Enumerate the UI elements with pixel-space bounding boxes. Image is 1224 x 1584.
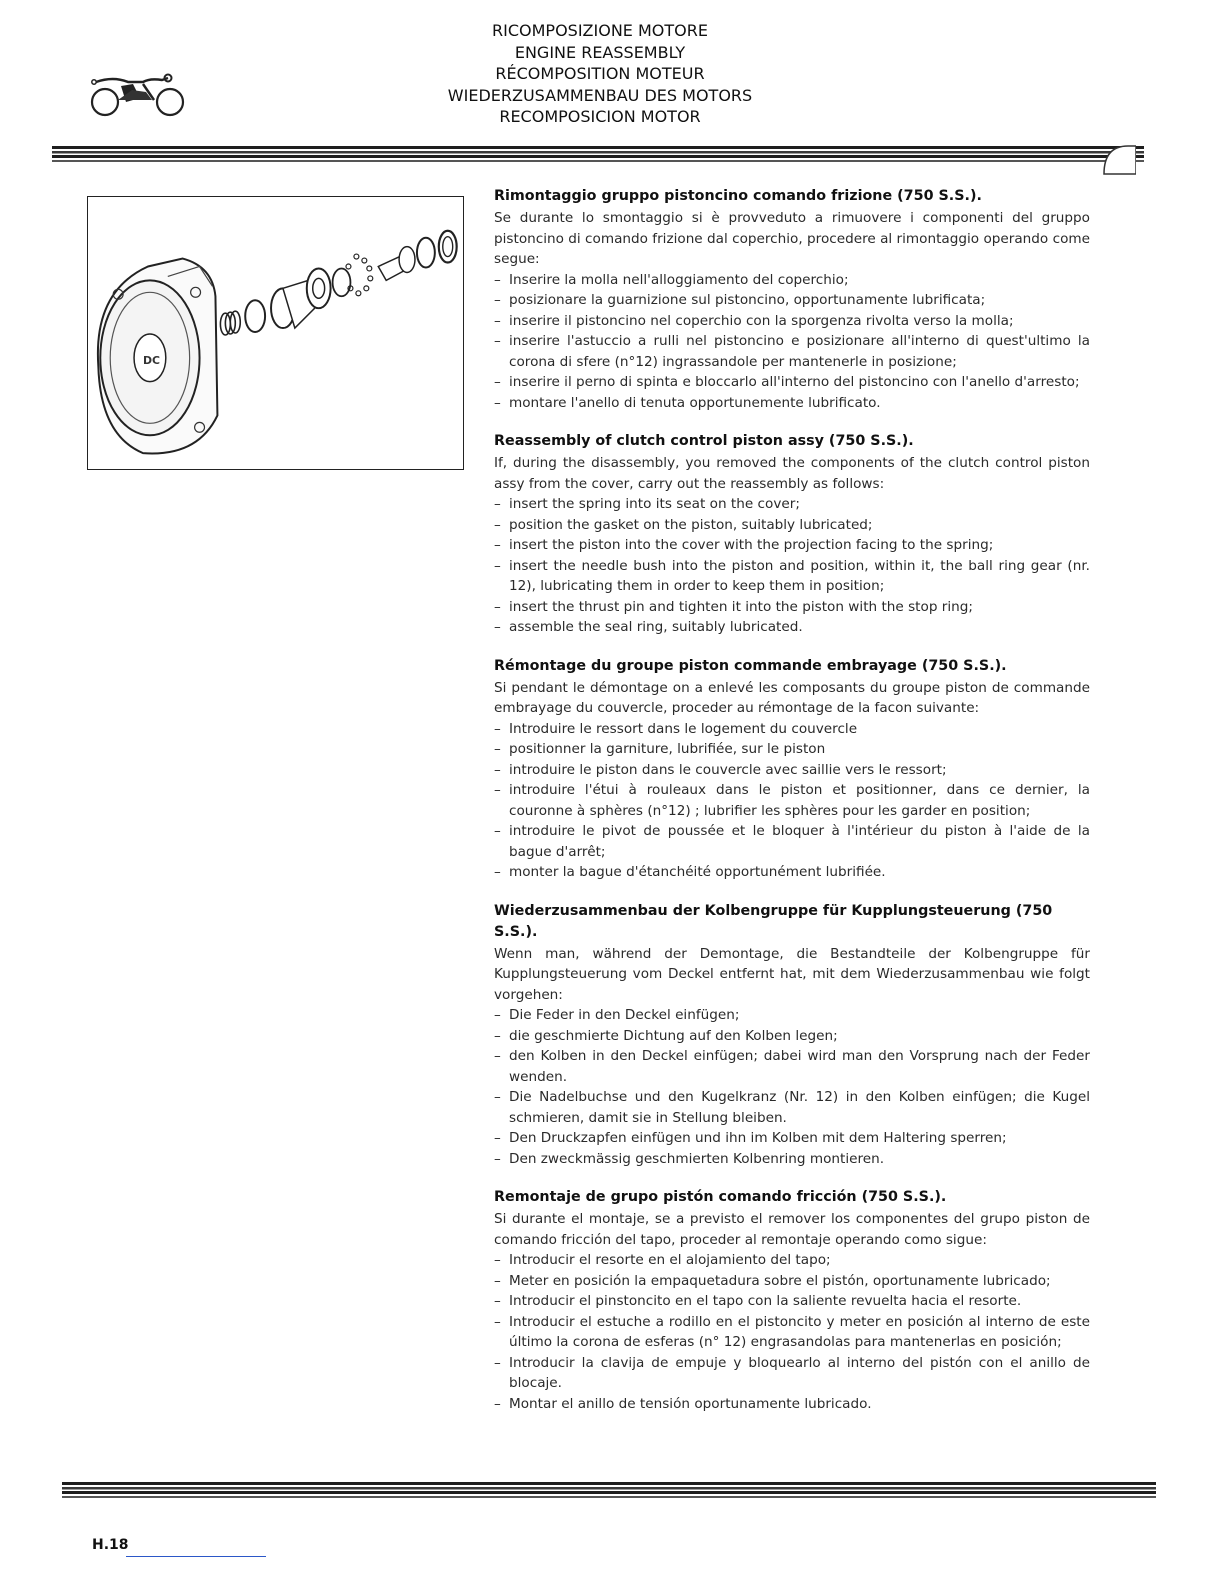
step-item: – insert the piston into the cover with the projection facing to the spring; bbox=[494, 535, 1090, 556]
clutch-piston-figure bbox=[87, 196, 464, 470]
top-divider-rule bbox=[52, 144, 1144, 166]
section-intro: Se durante lo smontaggio si è provveduto a rimuovere i componenti del gruppo pistoncino di comando frizione dal coperchio, procedere al rimontaggio operando come segue: bbox=[494, 210, 1090, 267]
header-title-es: RECOMPOSICION MOTOR bbox=[499, 107, 701, 126]
step-list bbox=[494, 1005, 1090, 1169]
step-list bbox=[494, 494, 1090, 638]
header-title-en: ENGINE REASSEMBLY bbox=[514, 42, 686, 62]
section-title: Remontaje de grupo pistón comando fricción (750 S.S.). bbox=[494, 1189, 947, 1205]
svg-text:DC: DC bbox=[142, 353, 161, 367]
step-item: – position the gasket on the piston, suitably lubricated; bbox=[494, 515, 1090, 536]
step-item: – Introduire le ressort dans le logement du couvercle bbox=[494, 719, 1090, 740]
step-item: – Introducir el resorte en el alojamiento del tapo; bbox=[494, 1250, 1090, 1271]
step-list bbox=[494, 719, 1090, 883]
motorcycle-icon bbox=[88, 72, 188, 122]
step-item: – introduire le pivot de poussée et le bloquer à l'intérieur du piston à l'aide de la bague d'arrêt; bbox=[494, 821, 1090, 862]
step-item: – Introducir la clavija de empuje y bloquearlo al interno del pistón con el anillo de blocaje. bbox=[494, 1353, 1090, 1394]
step-item: – assemble the seal ring, suitably lubricated. bbox=[494, 617, 1090, 638]
step-list bbox=[494, 270, 1090, 414]
section-german bbox=[494, 901, 1090, 1170]
step-item: – Den zweckmässig geschmierten Kolbenring montieren. bbox=[494, 1149, 1090, 1170]
step-item: – Introducir el pinstoncito en el tapo con la saliente revuelta hacia el resorte. bbox=[494, 1291, 1090, 1312]
instructions-content bbox=[494, 186, 1090, 1432]
step-list bbox=[494, 1250, 1090, 1414]
step-item: – positionner la garniture, lubrifiée, sur le piston bbox=[494, 739, 1090, 760]
header-title-it: RICOMPOSIZIONE MOTORE bbox=[492, 21, 708, 40]
bottom-divider-rule bbox=[62, 1480, 1156, 1502]
step-item: – Montar el anillo de tensión oportunamente lubricado. bbox=[494, 1394, 1090, 1415]
step-item: – inserire il pistoncino nel coperchio con la sporgenza rivolta verso la molla; bbox=[494, 311, 1090, 332]
page-tab-marker bbox=[1100, 142, 1136, 176]
section-title: Wiederzusammenbau der Kolbengruppe für Kupplungsteuerung (750 S.S.). bbox=[494, 902, 1053, 940]
section-french bbox=[494, 656, 1090, 883]
step-item: – monter la bague d'étanchéité opportunément lubrifiée. bbox=[494, 862, 1090, 883]
section-italian bbox=[494, 186, 1090, 413]
step-item: – introduire l'étui à rouleaux dans le piston et positionner, dans ce dernier, la couronne à sphères (n°12) ; lubrifier les sphères pour les garder en position; bbox=[494, 780, 1090, 821]
page-number: H.18 bbox=[92, 1537, 129, 1553]
section-intro: Si pendant le démontage on a enlevé les composants du groupe piston de commande embrayage du couvercle, proceder au rémontage de la facon suivante: bbox=[494, 679, 1090, 716]
header-title-de: WIEDERZUSAMMENBAU DES MOTORS bbox=[447, 85, 753, 105]
step-item: – Den Druckzapfen einfügen und ihn im Kolben mit dem Haltering sperren; bbox=[494, 1128, 1090, 1149]
section-title: Rémontage du groupe piston commande embrayage (750 S.S.). bbox=[494, 657, 1007, 674]
page-header bbox=[340, 20, 860, 128]
step-item: – Die Feder in den Deckel einfügen; bbox=[494, 1005, 1090, 1026]
header-title-fr: RÉCOMPOSITION MOTEUR bbox=[495, 64, 705, 83]
step-item: – den Kolben in den Deckel einfügen; dabei wird man den Vorsprung nach der Feder wenden. bbox=[494, 1046, 1090, 1087]
step-item: – insert the spring into its seat on the cover; bbox=[494, 494, 1090, 515]
step-item: – introduire le piston dans le couvercle avec saillie vers le ressort; bbox=[494, 760, 1090, 781]
step-item: – Meter en posición la empaquetadura sobre el pistón, oportunamente lubricado; bbox=[494, 1271, 1090, 1292]
step-item: – die geschmierte Dichtung auf den Kolben legen; bbox=[494, 1026, 1090, 1047]
section-intro: Si durante el montaje, se a previsto el remover los componentes del grupo piston de comando fricción del tapo, proceder al remontaje operando como sigue: bbox=[494, 1211, 1090, 1248]
step-item: – montare l'anello di tenuta opportunemente lubrificato. bbox=[494, 393, 1090, 414]
section-title: Reassembly of clutch control piston assy (750 S.S.). bbox=[494, 433, 914, 449]
section-intro: If, during the disassembly, you removed the components of the clutch control piston assy from the cover, carry out the reassembly as follows: bbox=[494, 455, 1090, 492]
section-spanish bbox=[494, 1187, 1090, 1414]
step-item: – inserire l'astuccio a rulli nel pistoncino e posizionare all'interno di quest'ultimo la corona di sfere (n°12) ingrassandole per mantenerle in posizione; bbox=[494, 331, 1090, 372]
step-item: – Die Nadelbuchse und den Kugelkranz (Nr. 12) in den Kolben einfügen; die Kugel schmieren, damit sie in Stellung bleiben. bbox=[494, 1087, 1090, 1128]
section-english bbox=[494, 431, 1090, 638]
clutch-piston-exploded-view-icon bbox=[88, 197, 463, 469]
step-item: – Introducir el estuche a rodillo en el pistoncito y meter en posición al interno de este último la corona de esferas (n° 12) engrasandolas para mantenerlas en posición; bbox=[494, 1312, 1090, 1353]
step-item: – insert the thrust pin and tighten it into the piston with the stop ring; bbox=[494, 597, 1090, 618]
step-item: – Inserire la molla nell'alloggiamento del coperchio; bbox=[494, 270, 1090, 291]
step-item: – posizionare la guarnizione sul pistoncino, opportunamente lubrificata; bbox=[494, 290, 1090, 311]
section-title: Rimontaggio gruppo pistoncino comando frizione (750 S.S.). bbox=[494, 188, 982, 204]
step-item: – inserire il perno di spinta e bloccarlo all'interno del pistoncino con l'anello d'arresto; bbox=[494, 372, 1090, 393]
section-intro: Wenn man, während der Demontage, die Bestandteile der Kolbengruppe für Kupplungsteuerung vom Deckel entfernt hat, mit dem Wiederzusammenbau wie folgt vorgehen: bbox=[494, 945, 1090, 1003]
step-item: – insert the needle bush into the piston and position, within it, the ball ring gear (nr. 12), lubricating them in order to keep them in position; bbox=[494, 556, 1090, 597]
footer-link-underline bbox=[126, 1556, 266, 1557]
